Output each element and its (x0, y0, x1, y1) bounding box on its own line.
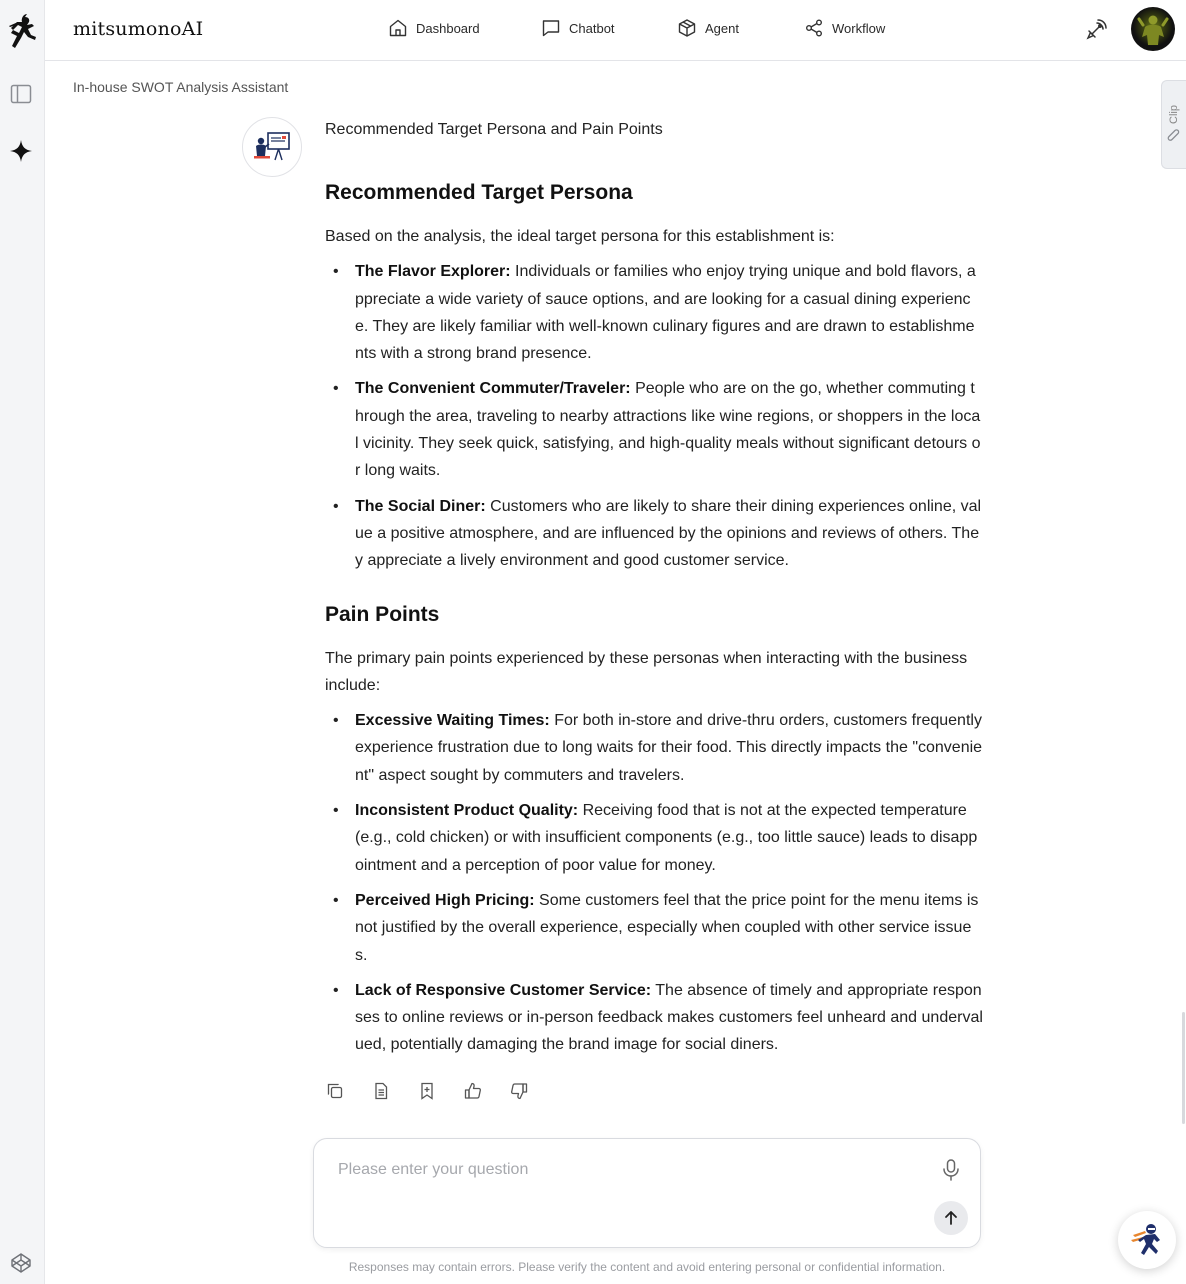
nav-workflow[interactable] (804, 18, 885, 38)
persona-list (325, 258, 983, 574)
list-item-text: For both in-store and drive-thru orders, customers frequently experience frustration due to long waits for their food. This directly impacts the "convenient" aspect sought by commuters and travelers. (355, 712, 983, 784)
nav-label: Workflow (832, 20, 886, 36)
nav-dashboard[interactable] (388, 18, 480, 38)
bookmark-button[interactable] (417, 1081, 437, 1101)
list-item-title: Excessive Waiting Times: (355, 712, 550, 730)
breadcrumb[interactable]: In-house SWOT Analysis Assistant (73, 79, 289, 95)
list-item (355, 258, 983, 367)
thumbs-up-button[interactable] (463, 1081, 483, 1101)
message-title: Recommended Target Persona and Pain Points (325, 121, 663, 138)
home-icon (388, 18, 408, 38)
section-intro-pain-points: The primary pain points experienced by these personas when interacting with the business include: (325, 649, 968, 694)
list-item-title: Perceived High Pricing: (355, 891, 535, 909)
document-icon (372, 1082, 390, 1100)
assistant-message (325, 119, 983, 1067)
nav-label: Dashboard (416, 20, 480, 36)
list-item-title: The Flavor Explorer: (355, 263, 511, 281)
question-input[interactable] (338, 1161, 918, 1221)
copy-icon (326, 1082, 344, 1100)
list-item-text: Customers who are likely to share their dining experiences online, value a positive atmosphere, and are influenced by the opinions and reviews of others. They appreciate a lively environment and good customer service. (355, 497, 982, 570)
assistant-avatar (242, 117, 302, 177)
clip-label: Clip (1168, 105, 1180, 124)
scrollbar[interactable] (1182, 1012, 1185, 1124)
list-item-text: The absence of timely and appropriate responses to online reviews or in-person feedback makes customers feel unheard and undervalued, potentially damaging the brand image for social diners. (355, 981, 983, 1054)
list-item (355, 493, 983, 575)
share-icon (804, 18, 824, 38)
ninja-logo-icon[interactable] (5, 14, 39, 54)
list-item-text: Some customers feel that the price point for the menu items is not justified by the overall experience, especially when coupled with other service issues. (355, 891, 979, 964)
list-item (355, 797, 983, 879)
paperclip-icon (1167, 128, 1181, 144)
brand-name[interactable]: mitsumonoAI (73, 18, 204, 40)
list-item-text: People who are on the go, whether commuting through the area, traveling to nearby attractions like wine regions, or shoppers in the local vicinity. They seek quick, satisfying, and high-quality meals without significant detours or long waits. (355, 380, 981, 480)
codepen-button[interactable] (9, 1251, 33, 1275)
left-rail (0, 0, 45, 1284)
floating-assistant-button[interactable] (1118, 1211, 1176, 1269)
sparkle-button[interactable] (9, 139, 33, 163)
thumbs-down-button[interactable] (509, 1081, 529, 1101)
cube-icon (677, 18, 697, 38)
satellite-broadcast-icon[interactable] (1084, 18, 1108, 42)
copy-button[interactable] (325, 1081, 345, 1101)
top-bar (45, 0, 1186, 61)
avatar-figure-icon (1131, 7, 1175, 51)
list-item-title: The Convenient Commuter/Traveler: (355, 380, 631, 398)
list-item-text: Individuals or families who enjoy trying unique and bold flavors, appreciate a wide variety of sauce options, and are looking for a casual dining experience. They are likely familiar with well-known culinary figures and are drawn to establishments with a strong brand presence. (355, 263, 976, 363)
thumbs-down-icon (510, 1082, 528, 1100)
list-item (355, 887, 983, 969)
list-item-title: Inconsistent Product Quality: (355, 802, 579, 820)
nav-chatbot[interactable] (541, 18, 615, 38)
microphone-icon[interactable] (940, 1158, 962, 1182)
list-item-title: Lack of Responsive Customer Service: (355, 981, 652, 999)
clip-tab[interactable] (1161, 80, 1186, 169)
sidebar-toggle-button[interactable] (9, 82, 33, 106)
list-item-text: Receiving food that is not at the expected temperature (e.g., cold chicken) or with insufficient components (e.g., too little sauce) leads to disappointment and a perception of poor value for money. (355, 802, 978, 874)
send-button[interactable] (934, 1201, 968, 1235)
message-actions (325, 1081, 529, 1101)
list-item-title: The Social Diner: (355, 497, 486, 515)
document-button[interactable] (371, 1081, 391, 1101)
presenter-board-icon (253, 132, 291, 162)
section-heading-pain-points: Pain Points (325, 602, 440, 626)
nav-label: Chatbot (569, 20, 615, 36)
pain-points-list (325, 707, 983, 1059)
arrow-up-icon (942, 1209, 960, 1227)
list-item (355, 707, 983, 789)
section-heading-persona: Recommended Target Persona (325, 181, 633, 204)
list-item (355, 977, 983, 1059)
list-item (355, 375, 983, 484)
bookmark-icon (418, 1082, 436, 1100)
sidebar-panel-icon (10, 83, 32, 105)
chat-icon (541, 18, 561, 38)
section-intro-persona: Based on the analysis, the ideal target persona for this establishment is: (325, 228, 835, 245)
user-avatar[interactable] (1131, 7, 1175, 51)
question-composer (313, 1138, 981, 1248)
nav-label: Agent (705, 20, 739, 36)
codepen-icon (10, 1252, 32, 1274)
nav-agent[interactable] (677, 18, 739, 38)
ninja-mascot-icon (1127, 1220, 1167, 1260)
thumbs-up-icon (464, 1082, 482, 1100)
sparkle-icon (9, 139, 33, 163)
disclaimer-text: Responses may contain errors. Please verify the content and avoid entering personal or confidential information. (348, 1260, 946, 1274)
